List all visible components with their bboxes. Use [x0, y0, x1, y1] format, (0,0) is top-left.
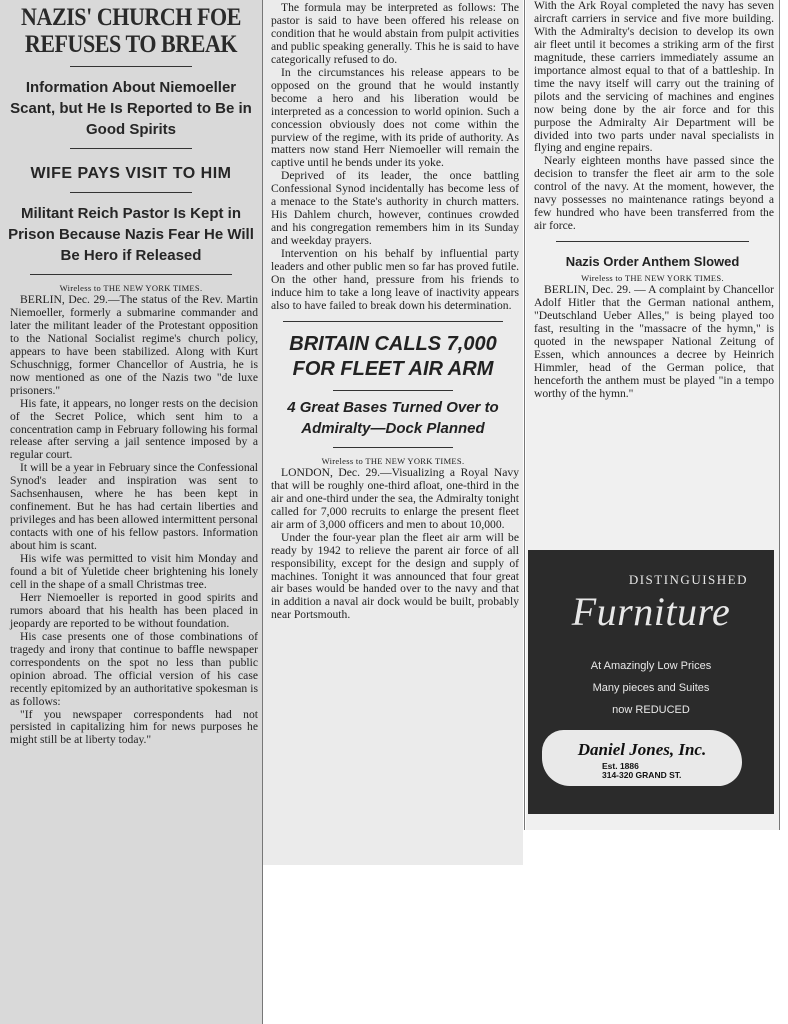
- divider: [70, 192, 192, 193]
- article1-paragraph: BERLIN, Dec. 29.—The status of the Rev. Martin Niemoeller, formerly a submarine commander and later the militant leader of the Protestant opposition to the National Socialist regime's church policy, appears to have been stabilized. Along with Kurt Schuschnigg, former Chancellor of Austria, he is now mentioned as one of the Nazis two "de luxe prisoners.": [10, 293, 258, 397]
- article1-body: [10, 294, 258, 747]
- article2-continuation-paragraph: With the Ark Royal completed the navy has seven aircraft carriers in service and five more building. With the Admiralty's decision to develop its own air fleet until it becomes a striking arm of the first magnitude, these carriers immediately assume an importance almost equal to that of a battleship. In time the navy itself will carry out the training of pilots and the servicing of machines and engines now being done by the air force and for this purpose the Admiralty Air Department will be divided into two parts under naval specialists in flying and engine repairs.: [534, 0, 774, 155]
- ad-line-pieces: Many pieces and Suites: [592, 682, 710, 694]
- article2-dateline: Wireless to THE NEW YORK TIMES.: [321, 455, 465, 466]
- article3-headline: Nazis Order Anthem Slowed: [565, 254, 740, 270]
- article1-headline-line1: NAZIS' CHURCH FOE: [21, 4, 241, 31]
- divider: [333, 390, 453, 391]
- article2-body: [271, 467, 519, 622]
- article3-dateline: Wireless to THE NEW YORK TIMES.: [581, 273, 724, 284]
- article1-paragraph: It will be a year in February since the Confessional Synod's leader and inspiration was sent to Sachsenhausen, where he has been kept in confinement. But he has had certain liberties and privileges and has been allowed intermittent personal contacts with one of his fellow pastors. Information about him is scant.: [10, 461, 258, 553]
- ad-line-distinguished: DISTINGUISHED: [628, 572, 748, 587]
- ad-line-prices: At Amazingly Low Prices: [590, 660, 712, 672]
- article1-paragraph: Herr Niemoeller is reported in good spirits and rumors aboard that his health has been placed in jeopardy are reported to be without foundation.: [10, 590, 258, 630]
- article1-continuation-paragraph: In the circumstances his release appears to be opposed on the ground that he would instantly become a hero and his liberation would be interpreted as a concession to world opinion. Such a concession obviously does not come within the purview of the regime, with its pride of authority. As matters now stand Herr Niemoeller will remain the captive until he bends under its yoke.: [271, 65, 519, 170]
- divider: [70, 148, 192, 149]
- article1-dateline: Wireless to THE NEW YORK TIMES.: [59, 283, 203, 293]
- article2-continuation: [534, 0, 774, 233]
- article3-body: [534, 284, 774, 401]
- furniture-advertisement: [528, 550, 774, 814]
- ad-firm-stamp: [542, 730, 742, 786]
- divider: [30, 274, 232, 275]
- ad-line-reduced: now REDUCED: [612, 704, 690, 716]
- article1-paragraph: "If you newspaper correspondents had not persisted in capitalizing him for news purposes he might still be at liberty today.": [10, 707, 258, 747]
- article2-headline-line1: BRITAIN CALLS 7,000: [289, 332, 497, 355]
- article2-paragraph: Under the four-year plan the fleet air arm will be ready by 1942 to relieve the parent air force of all responsibility, except for the design and supply of machines. Tonight it was announced that four great air bases would be handed over to the navy and that in addition a naval air dock would be built, probably near Portsmouth.: [271, 530, 519, 622]
- divider: [556, 241, 749, 242]
- article2-deck-line1: 4 Great Bases Turned Over to: [287, 398, 499, 416]
- column-1: [0, 0, 262, 1024]
- article1-paragraph: His fate, it appears, no longer rests on the decision of the Secret Police, which sent him to a concentration camp in February following his formal release after serving a jail sentence imposed by a regular court.: [10, 396, 258, 462]
- divider: [333, 447, 453, 448]
- article1-continuation-paragraph: Intervention on his behalf by influential party leaders and other public men so far has proved futile. On the other hand, pressure from his friends to induce him to take a long leave of inactivity appears also to have failed to break down his determination.: [271, 247, 519, 312]
- article1-deck1: Information About Niemoeller Scant, but He Is Reported to Be in Good Spirits: [10, 79, 252, 138]
- article1-paragraph: His case presents one of those combinations of tragedy and irony that continue to baffle newspaper correspondents on the spot no less than public opinion abroad. The official version of his case recently epitomized by an authoritative spokesman is as follows:: [10, 629, 258, 708]
- divider: [283, 321, 503, 322]
- ad-line-furniture: Furniture: [571, 589, 731, 634]
- article1-deck2: WIFE PAYS VISIT TO HIM: [30, 165, 232, 182]
- ad-firm-details: [602, 762, 681, 780]
- article1-deck3: Militant Reich Pastor Is Kept in Prison Because Nazis Fear He Will Be Hero if Released: [8, 205, 254, 264]
- article1-paragraph: His wife was permitted to visit him Monday and found a bit of Yuletide cheer brightening his lonely cell in the shape of a small Christmas tree.: [10, 552, 258, 591]
- article2-continuation-paragraph: Nearly eighteen months have passed since the decision to transfer the fleet air arm to the sole control of the navy. At the moment, however, the navy possesses no maintenance ratings beyond a few hundred who have been transferred from the air force.: [534, 154, 774, 233]
- article1-headline-line2: REFUSES TO BREAK: [24, 31, 238, 58]
- article2-deck: [263, 397, 523, 439]
- article3-paragraph: BERLIN, Dec. 29. — A complaint by Chancellor Adolf Hitler that the German national anthem, "Deutschland Ueber Alles," is being played too fast, resulting in the "massacre of the hymn," is quoted in the newspaper National Zeitung of Essen, which announces a decree by Heinrich Himmler, head of the German police, that henceforth the anthem must be played "in a tempo worthy of the hymn.": [534, 283, 774, 400]
- article1-headline: [17, 4, 244, 58]
- divider: [70, 66, 192, 67]
- article2-headline-line2: FOR FLEET AIR ARM: [292, 357, 494, 380]
- article2-deck-line2: Admiralty—Dock Planned: [301, 419, 485, 437]
- column-rule: [524, 0, 525, 830]
- article1-continuation: [271, 2, 519, 313]
- column-2: [263, 0, 523, 865]
- ad-established: Est. 1886: [602, 761, 639, 771]
- article2-headline: [263, 332, 523, 382]
- ad-address: 314-320 GRAND ST.: [602, 770, 682, 780]
- article1-continuation-paragraph: The formula may be interpreted as follows: The pastor is said to have been offered his release on condition that he would abstain from pulpit activities and public speaking generally. This he is said to have categorically refused to do.: [271, 1, 519, 66]
- ad-firm-name: Daniel Jones, Inc.: [577, 740, 707, 759]
- article1-continuation-paragraph: Deprived of its leader, the once battling Confessional Synod incidentally has become less of a menace to the State's authority in church matters. His Dahlem church, however, continues crowded and his congregation remembers him in its Sunday and weekday prayers.: [271, 169, 519, 248]
- article2-paragraph: LONDON, Dec. 29.—Visualizing a Royal Navy that will be roughly one-third afloat, one-third in the air and one-third under the sea, the Admiralty tonight called for 7,000 recruits to enlarge the present fleet air arm of 3,000 officers and men to about 10,000.: [271, 465, 519, 531]
